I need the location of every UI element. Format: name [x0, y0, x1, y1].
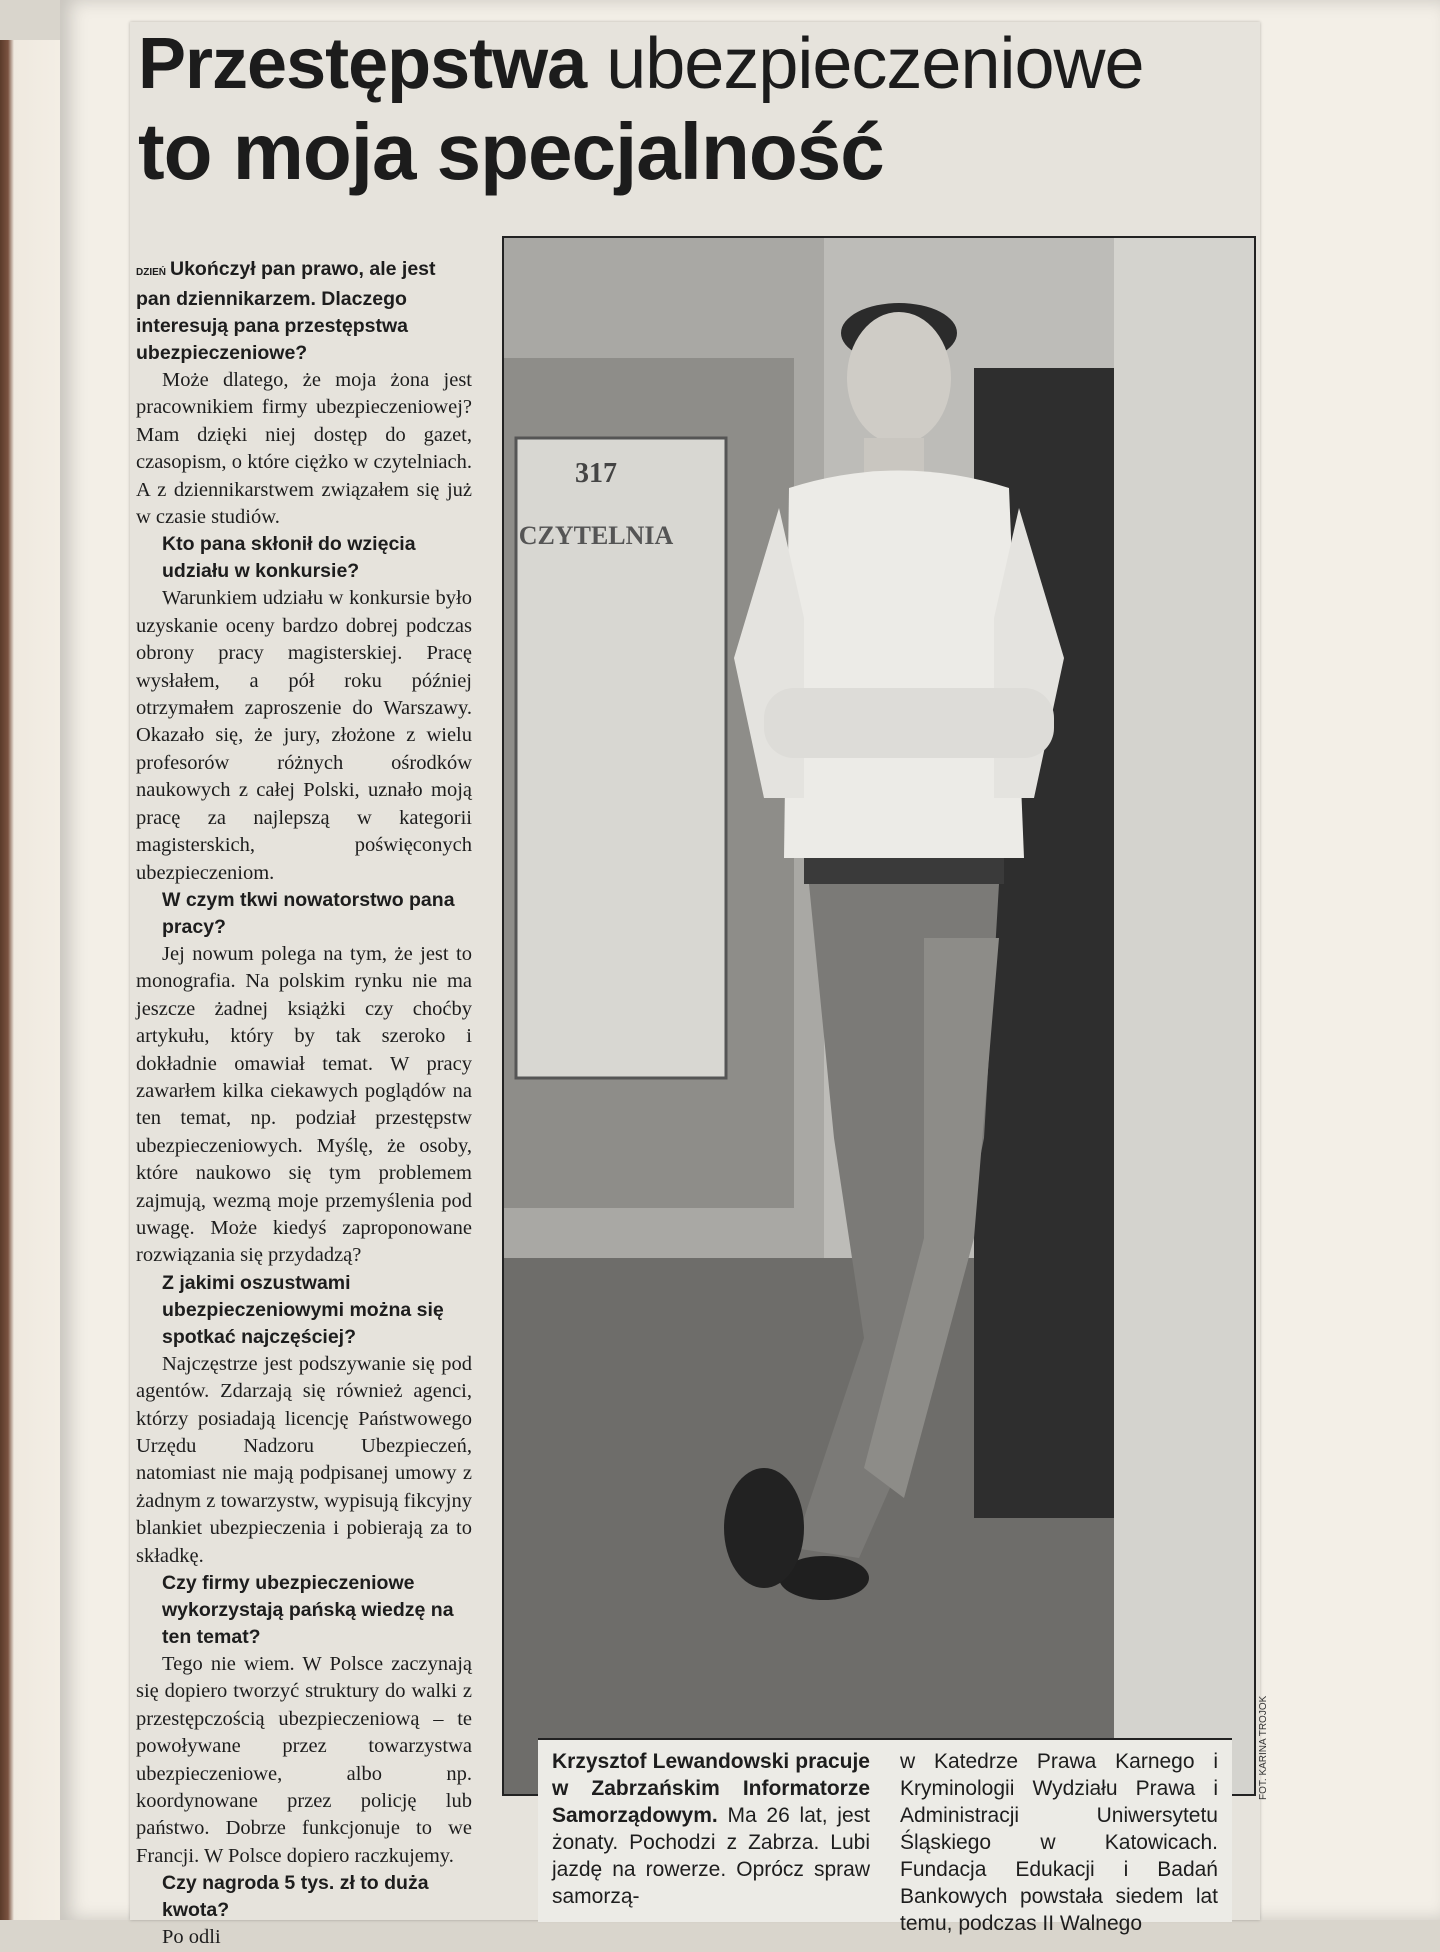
headline-light-word: ubezpieczeniowe: [606, 24, 1144, 104]
caption-right-column: w Katedrze Prawa Karnego i Kryminologii Wydziału Prawa i Administracji Uniwersytetu Śląskiego w Katowicach. Fundacja Edukacji i Badań Bankowych powstała siedem lat temu, podczas II Walnego: [900, 1750, 1218, 1935]
question-2: Kto pana skłonił do wzięcia udziału w konkursie?: [162, 533, 416, 583]
headline-line-2: to moja specjalność: [138, 107, 884, 196]
question-6: Czy nagroda 5 tys. zł to duża kwota?: [162, 1872, 429, 1922]
caption-left-text: Ma 26 lat, jest żonaty. Pochodzi z Zabrza. Lubi jazdę na rowerze. Oprócz spraw samorzą-: [552, 1804, 870, 1908]
answer-1: Może dlatego, że moja żona jest pracownikiem firmy ubezpieczeniowej? Mam dzięki niej dostęp do gazet, czasopism, o które ciężko w czytelniach. A z dziennikarstwem związałem się już w czasie studiów.: [136, 369, 472, 529]
photo-illustration: [504, 238, 1254, 1794]
headline-bold-word: Przestępstwa: [138, 24, 587, 104]
answer-6: Po odli: [162, 1926, 221, 1949]
headline: [138, 24, 1258, 196]
question-4: Z jakimi oszustwami ubezpieczeniowymi można się spotkać najczęściej?: [162, 1271, 444, 1348]
question-1: [136, 256, 472, 367]
portrait-photo: [502, 236, 1256, 1796]
answer-3: Jej nowum polega na tym, że jest to monografia. Na polskim rynku nie ma jeszcze żadnej książki czy choćby artykułu, który by tak szeroko i dokładnie omawiał temat. W pracy zawarłem kilka ciekawych poglądów na ten temat, np. podział przestępstw ubezpieczeniowych. Myślę, że osoby, które naukowo się tym problemem zajmują, wezmą moje przemyślenia pod uwagę. Może kiedyś zaproponowane rozwiązania się przydadzą?: [136, 942, 472, 1267]
door-sign-text: CZYTELNIA: [518, 521, 674, 550]
article-column: [136, 256, 472, 1952]
answer-4: Najczęstrze jest podszywanie się pod agentów. Zdarzają się również agenci, którzy posiadają licencję Państwowego Urzędu Nadzoru Ubezpieczeń, natomiast nie mają podpisanej umowy z żadnym z towarzystw, wypisują fikcyjny blankiet ubezpieczenia i pobierają za to składkę.: [136, 1352, 472, 1567]
answer-2: Warunkiem udziału w konkursie było uzyskanie oceny bardzo dobrej podczas obrony pracy magisterskiej. Pracę wysłałem, a pół roku później otrzymałem zaproszenie do Warszawy. Okazało się, że jury, złożone z wielu profesorów różnych ośrodków naukowych z całej Polski, uznało moją pracę za najlepszą w kategorii magisterskich, poświęconych ubezpieczeniom.: [136, 587, 472, 884]
answer-5: Tego nie wiem. W Polsce zaczynają się dopiero tworzyć struktury do walki z przestępczością ubezpieczeniową – te powoływane przez towarzystwa ubezpieczeniowe, albo np. koordynowane przez policję lub państwo. Dobrze funkcjonuje to we Francji. W Polsce dopiero raczkujemy.: [136, 1653, 472, 1867]
newspaper-tag: DZIEŃ: [136, 267, 166, 278]
headline-line-1: [138, 24, 1258, 104]
question-3: W czym tkwi nowatorstwo pana pracy?: [162, 888, 455, 938]
caption-lead: Krzysztof Lewandowski pracuje w Zabrzańskim Informatorze Samorządowym.: [552, 1750, 870, 1827]
question-1-text: Ukończył pan prawo, ale jest pan dziennikarzem. Dlaczego interesują pana przestępstwa ubezpieczeniowe?: [136, 258, 436, 364]
caption-left-column: [552, 1748, 870, 1910]
photo-credit: FOT. KARINA TROJOK: [1258, 1695, 1269, 1800]
photo-caption: [538, 1738, 1232, 1935]
door-sign-number: 317: [575, 458, 617, 489]
question-5: Czy firmy ubezpieczeniowe wykorzystają pańską wiedzę na ten temat?: [162, 1572, 454, 1649]
